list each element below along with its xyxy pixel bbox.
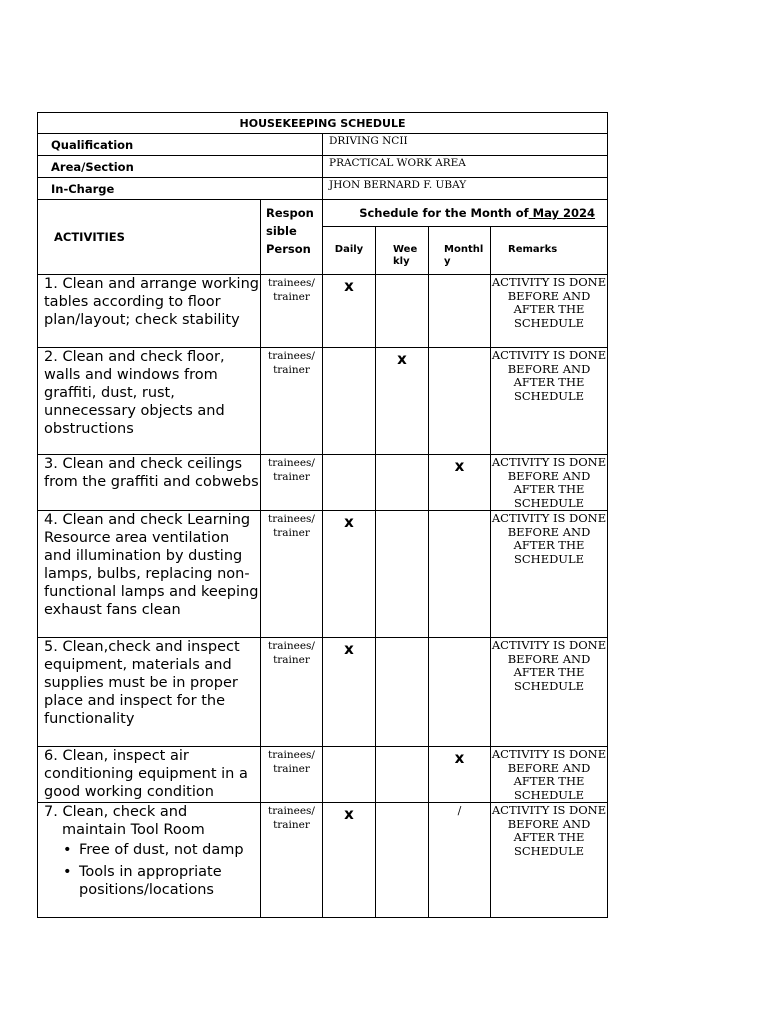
table-row — [38, 511, 608, 638]
table-row — [38, 455, 608, 511]
activity-cell: 2. Clean and check floor, walls and windows from graffiti, dust, rust, unnecessary objects and obstructions — [38, 348, 261, 455]
weekly-mark — [376, 455, 429, 511]
activity-text-continued: maintain Tool Room — [62, 822, 205, 838]
remarks-cell: ACTIVITY IS DONE BEFORE AND AFTER THE SCHEDULE — [491, 455, 607, 510]
responsible-cell: trainees/ trainer — [261, 511, 323, 638]
remarks-cell: ACTIVITY IS DONE BEFORE AND AFTER THE SCHEDULE — [491, 348, 608, 455]
activities-header: ACTIVITIES — [38, 200, 261, 275]
weekly-mark — [376, 638, 429, 747]
daily-mark: x — [323, 275, 376, 348]
schedule-month-prefix: Schedule for the Month of — [359, 206, 529, 220]
responsible-cell: trainees/ trainer — [261, 803, 323, 918]
daily-mark — [323, 747, 376, 803]
activity-text: 7. Clean, check and — [44, 804, 188, 820]
monthly-mark — [429, 638, 491, 747]
remarks-cell: ACTIVITY IS DONE BEFORE AND AFTER THE SCHEDULE — [491, 638, 608, 747]
remarks-header: Remarks — [491, 227, 608, 275]
area-section-label: Area/Section — [38, 156, 323, 178]
daily-mark — [323, 348, 376, 455]
header-row-1 — [38, 200, 608, 227]
activity-cell: 3. Clean and check ceilings from the graffiti and cobwebs — [38, 455, 261, 511]
qualification-value: DRIVING NCII — [323, 134, 608, 156]
monthly-mark: x — [429, 455, 491, 511]
table-row — [38, 803, 608, 918]
remarks-cell: ACTIVITY IS DONE BEFORE AND AFTER THE SCHEDULE — [491, 803, 608, 918]
schedule-title: HOUSEKEEPING SCHEDULE — [38, 113, 608, 134]
weekly-header: Wee kly — [376, 227, 429, 275]
list-item: • Tools in appropriate positions/locations — [61, 863, 260, 899]
daily-mark: x — [323, 803, 376, 918]
title-row — [38, 113, 608, 134]
schedule-month-value: May 2024 — [528, 206, 596, 220]
activity-cell: 4. Clean and check Learning Resource area ventilation and illumination by dusting lamps, bulbs, replacing non-functional lamps and keeping exhaust fans clean — [38, 511, 261, 638]
area-section-value: PRACTICAL WORK AREA — [323, 156, 608, 178]
monthly-mark — [429, 348, 491, 455]
responsible-cell: trainees/ trainer — [261, 348, 323, 455]
daily-mark: x — [323, 638, 376, 747]
responsible-cell: trainees/ trainer — [261, 638, 323, 747]
remarks-cell: ACTIVITY IS DONE BEFORE AND AFTER THE SCHEDULE — [491, 747, 607, 802]
activity-cell: 1. Clean and arrange working tables according to floor plan/layout; check stability — [38, 275, 261, 348]
activity-bullet-list — [44, 841, 260, 899]
table-row — [38, 348, 608, 455]
monthly-mark — [429, 511, 491, 638]
responsible-cell: trainees/ trainer — [261, 275, 323, 348]
weekly-mark: x — [376, 348, 429, 455]
monthly-mark: x — [429, 747, 491, 803]
daily-header: Daily — [323, 227, 376, 275]
weekly-mark — [376, 747, 429, 803]
list-item: • Free of dust, not damp — [61, 841, 260, 859]
responsible-cell: trainees/ trainer — [261, 747, 323, 803]
monthly-header: Monthl y — [429, 227, 491, 275]
table-row — [38, 747, 608, 803]
housekeeping-schedule-table — [37, 112, 608, 918]
info-row-in-charge — [38, 178, 608, 200]
in-charge-value: JHON BERNARD F. UBAY — [323, 178, 608, 200]
weekly-mark — [376, 511, 429, 638]
responsible-person-header: Respon sible Person — [261, 200, 323, 275]
info-row-qualification — [38, 134, 608, 156]
monthly-mark — [429, 275, 491, 348]
remarks-cell: ACTIVITY IS DONE BEFORE AND AFTER THE SCHEDULE — [491, 275, 608, 348]
monthly-mark: / — [429, 803, 491, 918]
in-charge-label: In-Charge — [38, 178, 323, 200]
daily-mark — [323, 455, 376, 511]
activity-cell: 6. Clean, inspect air conditioning equipment in a good working condition — [38, 747, 261, 803]
table-row — [38, 638, 608, 747]
responsible-cell: trainees/ trainer — [261, 455, 323, 511]
qualification-label: Qualification — [38, 134, 323, 156]
weekly-mark — [376, 803, 429, 918]
info-row-area — [38, 156, 608, 178]
table-row — [38, 275, 608, 348]
activity-cell — [38, 803, 261, 918]
remarks-cell: ACTIVITY IS DONE BEFORE AND AFTER THE SCHEDULE — [491, 511, 608, 638]
activity-cell: 5. Clean,check and inspect equipment, materials and supplies must be in proper place and inspect for the functionality — [38, 638, 261, 747]
schedule-month-header — [323, 200, 608, 227]
daily-mark: x — [323, 511, 376, 638]
weekly-mark — [376, 275, 429, 348]
